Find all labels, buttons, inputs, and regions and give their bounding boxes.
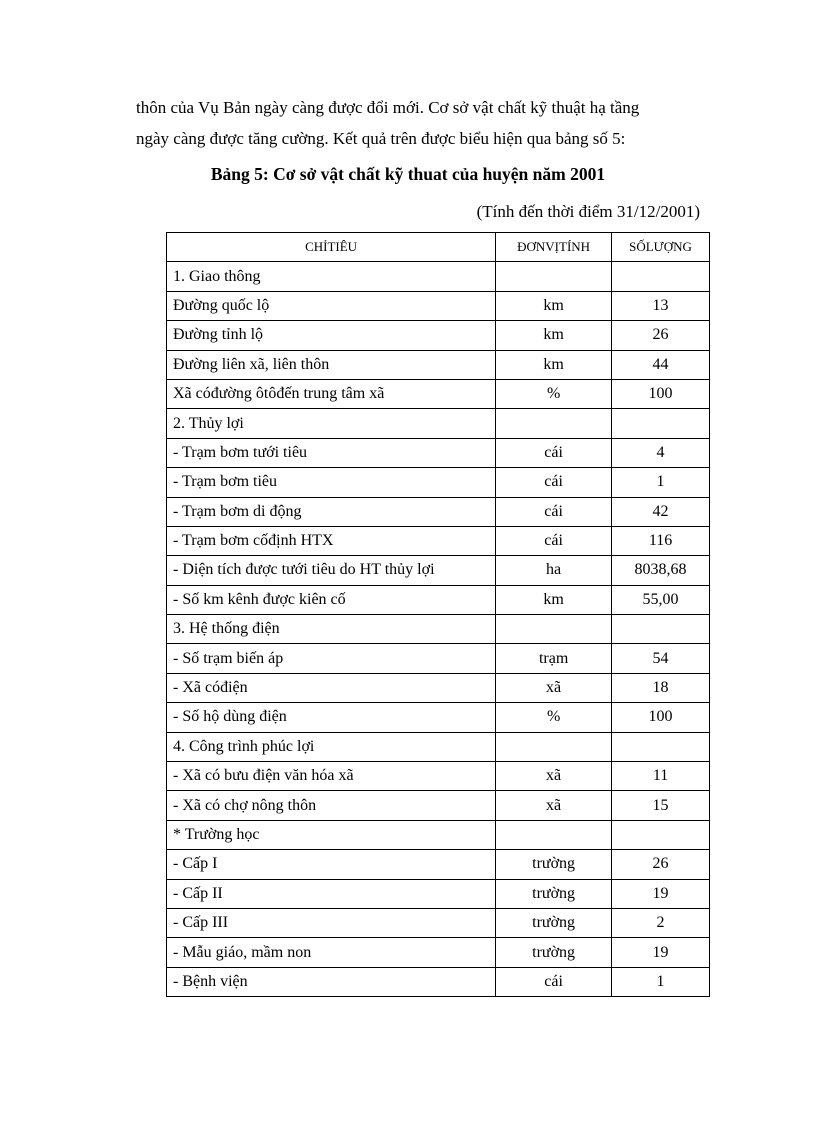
table-row bbox=[167, 379, 710, 408]
row-item-cell: 2. Thủy lợi bbox=[167, 409, 496, 438]
table-row bbox=[167, 703, 710, 732]
row-quantity-cell bbox=[612, 262, 710, 291]
row-item-cell: Đường tỉnh lộ bbox=[167, 321, 496, 350]
row-quantity-cell: 100 bbox=[612, 703, 710, 732]
row-unit-cell bbox=[496, 820, 612, 849]
table-row bbox=[167, 497, 710, 526]
row-quantity-cell: 2 bbox=[612, 908, 710, 937]
row-item-cell: - Số km kênh được kiên cố bbox=[167, 585, 496, 614]
row-quantity-cell: 8038,68 bbox=[612, 556, 710, 585]
table-caption: Bảng 5: Cơ sở vật chất kỹ thuat của huyện năm 2001 bbox=[210, 164, 606, 184]
table-row bbox=[167, 644, 710, 673]
row-unit-cell: trường bbox=[496, 938, 612, 967]
row-item-cell: 4. Công trình phúc lợi bbox=[167, 732, 496, 761]
table-row bbox=[167, 585, 710, 614]
row-unit-cell: xã bbox=[496, 791, 612, 820]
intro-line-2: ngày càng được tăng cường. Kết quả trên được biểu hiện qua bảng số 5: bbox=[136, 129, 626, 148]
row-unit-cell: cái bbox=[496, 526, 612, 555]
row-item-cell: 1. Giao thông bbox=[167, 262, 496, 291]
row-quantity-cell: 55,00 bbox=[612, 585, 710, 614]
row-quantity-cell: 15 bbox=[612, 791, 710, 820]
table-row bbox=[167, 262, 710, 291]
table-row bbox=[167, 350, 710, 379]
row-unit-cell: ha bbox=[496, 556, 612, 585]
header-quantity: SỐLƯỢNG bbox=[612, 233, 710, 262]
row-quantity-cell: 100 bbox=[612, 379, 710, 408]
row-unit-cell bbox=[496, 615, 612, 644]
row-unit-cell: km bbox=[496, 291, 612, 320]
row-quantity-cell: 26 bbox=[612, 321, 710, 350]
row-item-cell: - Số hộ dùng điện bbox=[167, 703, 496, 732]
table-row bbox=[167, 908, 710, 937]
row-quantity-cell: 1 bbox=[612, 967, 710, 996]
row-unit-cell: xã bbox=[496, 762, 612, 791]
table-row bbox=[167, 850, 710, 879]
table-row bbox=[167, 291, 710, 320]
infrastructure-table bbox=[166, 232, 710, 997]
row-unit-cell: cái bbox=[496, 468, 612, 497]
row-unit-cell: xã bbox=[496, 673, 612, 702]
table-row bbox=[167, 732, 710, 761]
row-unit-cell: cái bbox=[496, 438, 612, 467]
row-unit-cell: km bbox=[496, 585, 612, 614]
table-row bbox=[167, 526, 710, 555]
row-quantity-cell: 44 bbox=[612, 350, 710, 379]
row-item-cell: - Cấp II bbox=[167, 879, 496, 908]
row-item-cell: Đường liên xã, liên thôn bbox=[167, 350, 496, 379]
row-unit-cell: trạm bbox=[496, 644, 612, 673]
row-quantity-cell bbox=[612, 732, 710, 761]
table-row bbox=[167, 879, 710, 908]
row-item-cell: - Xã có chợ nông thôn bbox=[167, 791, 496, 820]
row-quantity-cell: 116 bbox=[612, 526, 710, 555]
row-quantity-cell: 1 bbox=[612, 468, 710, 497]
table-row bbox=[167, 615, 710, 644]
row-unit-cell: cái bbox=[496, 967, 612, 996]
row-unit-cell: km bbox=[496, 350, 612, 379]
row-unit-cell: km bbox=[496, 321, 612, 350]
row-item-cell: Xã cóđường ôtôđến trung tâm xã bbox=[167, 379, 496, 408]
table-row bbox=[167, 938, 710, 967]
table-row bbox=[167, 820, 710, 849]
row-quantity-cell: 54 bbox=[612, 644, 710, 673]
row-unit-cell bbox=[496, 732, 612, 761]
row-unit-cell: % bbox=[496, 703, 612, 732]
intro-line-1: thôn của Vụ Bản ngày càng được đổi mới. Cơ sở vật chất kỹ thuật hạ tầng bbox=[136, 98, 640, 117]
table-row bbox=[167, 321, 710, 350]
row-quantity-cell bbox=[612, 409, 710, 438]
row-item-cell: - Cấp III bbox=[167, 908, 496, 937]
header-item: CHỈTIÊU bbox=[167, 233, 496, 262]
table-row bbox=[167, 673, 710, 702]
row-unit-cell bbox=[496, 262, 612, 291]
row-item-cell: - Xã có bưu điện văn hóa xã bbox=[167, 762, 496, 791]
table-row bbox=[167, 409, 710, 438]
row-quantity-cell: 11 bbox=[612, 762, 710, 791]
row-unit-cell: % bbox=[496, 379, 612, 408]
table-row bbox=[167, 791, 710, 820]
row-quantity-cell: 42 bbox=[612, 497, 710, 526]
row-unit-cell: trường bbox=[496, 850, 612, 879]
table-row bbox=[167, 967, 710, 996]
row-quantity-cell: 26 bbox=[612, 850, 710, 879]
row-item-cell: - Xã cóđiện bbox=[167, 673, 496, 702]
intro-paragraph bbox=[136, 92, 726, 154]
row-unit-cell bbox=[496, 409, 612, 438]
row-quantity-cell bbox=[612, 615, 710, 644]
row-item-cell: - Diện tích được tưới tiêu do HT thủy lợi bbox=[167, 556, 496, 585]
row-item-cell: 3. Hệ thống điện bbox=[167, 615, 496, 644]
row-item-cell: - Cấp I bbox=[167, 850, 496, 879]
row-quantity-cell: 4 bbox=[612, 438, 710, 467]
row-quantity-cell: 19 bbox=[612, 879, 710, 908]
table-row bbox=[167, 556, 710, 585]
row-item-cell: - Bệnh viện bbox=[167, 967, 496, 996]
row-item-cell: - Trạm bơm tiêu bbox=[167, 468, 496, 497]
row-item-cell: - Trạm bơm di động bbox=[167, 497, 496, 526]
row-item-cell: Đường quốc lộ bbox=[167, 291, 496, 320]
row-quantity-cell: 13 bbox=[612, 291, 710, 320]
row-item-cell: * Trường học bbox=[167, 820, 496, 849]
table-header-row bbox=[167, 233, 710, 262]
table-row bbox=[167, 438, 710, 467]
row-quantity-cell: 19 bbox=[612, 938, 710, 967]
row-quantity-cell: 18 bbox=[612, 673, 710, 702]
table-note: (Tính đến thời điểm 31/12/2001) bbox=[476, 202, 700, 221]
row-unit-cell: cái bbox=[496, 497, 612, 526]
row-item-cell: - Mẫu giáo, mầm non bbox=[167, 938, 496, 967]
row-unit-cell: trường bbox=[496, 908, 612, 937]
table-row bbox=[167, 468, 710, 497]
table-body bbox=[167, 262, 710, 997]
row-item-cell: - Số trạm biến áp bbox=[167, 644, 496, 673]
table-row bbox=[167, 762, 710, 791]
header-unit: ĐƠNVỊTÍNH bbox=[496, 233, 612, 262]
row-item-cell: - Trạm bơm tưới tiêu bbox=[167, 438, 496, 467]
row-item-cell: - Trạm bơm cốđịnh HTX bbox=[167, 526, 496, 555]
row-unit-cell: trường bbox=[496, 879, 612, 908]
row-quantity-cell bbox=[612, 820, 710, 849]
